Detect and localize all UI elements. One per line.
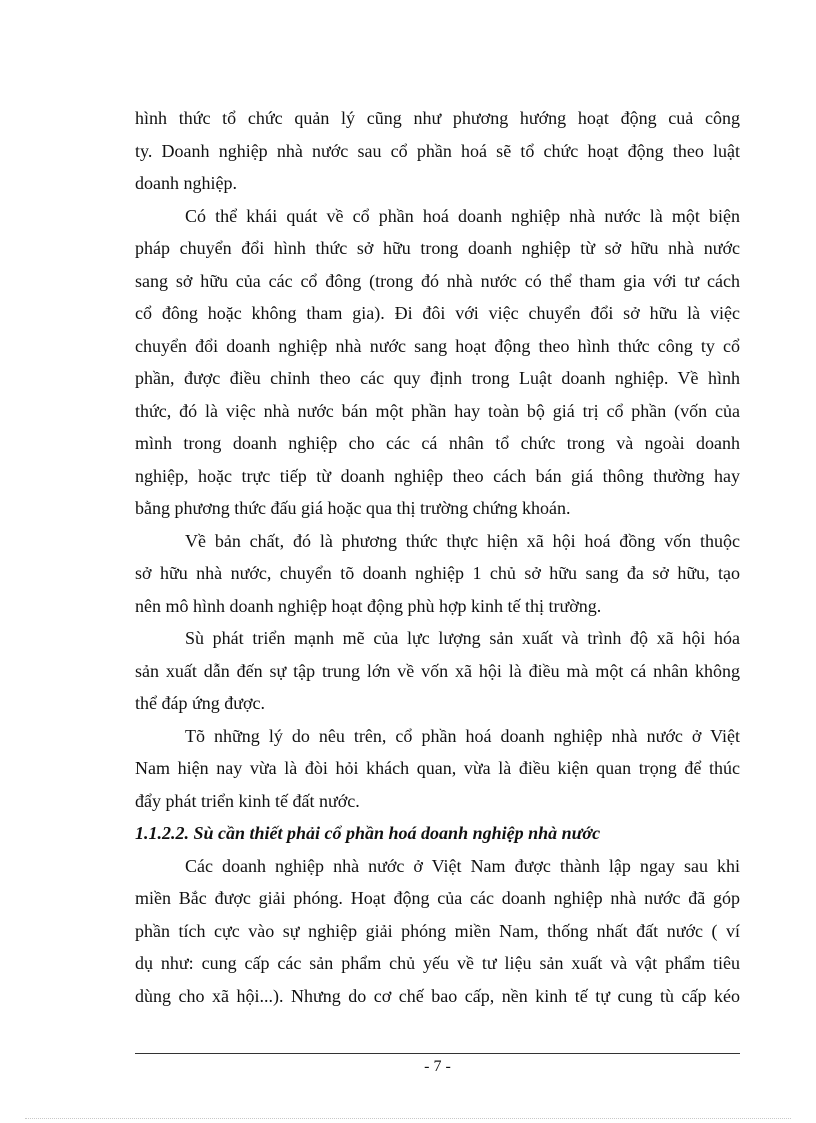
text-line: ty. Doanh nghiệp nhà nước sau cổ phần hoá sẽ tổ chức hoạt động theo luật: [135, 140, 740, 161]
document-body: [135, 102, 740, 1012]
paragraph-conclusion: [135, 720, 740, 818]
text-line: Tõ những lý do nêu trên, cổ phần hoá doanh nghiệp nhà nước ở Việt: [185, 725, 740, 746]
text-line: Có thể khái quát về cổ phần hoá doanh nghiệp nhà nước là một biện: [185, 205, 740, 226]
text-line: Các doanh nghiệp nhà nước ở Việt Nam được thành lập ngay sau khi: [185, 855, 740, 876]
paragraph-nature: [135, 525, 740, 623]
text-line: pháp chuyển đổi hình thức sở hữu trong doanh nghiệp từ sở hữu nhà nước: [135, 238, 740, 258]
text-line: sang sở hữu của các cổ đông (trong đó nhà nước có thể tham gia với tư cách: [135, 270, 740, 291]
text-line: dụ như: cung cấp các sản phẩm chủ yếu về tư liệu sản xuất và vật phẩm tiêu: [135, 953, 740, 973]
paragraph-continuation: [135, 102, 740, 200]
text-line: phần, được điều chỉnh theo các quy định trong Luật doanh nghiệp. Về hình: [135, 368, 740, 388]
text-line: sở hữu nhà nước, chuyển tõ doanh nghiệp 1 chủ sở hữu sang đa sở hữu, tạo: [135, 563, 740, 583]
text-line: thể đáp ứng được.: [135, 693, 265, 713]
text-line: nên mô hình doanh nghiệp hoạt động phù hợp kinh tế thị trường.: [135, 595, 602, 616]
text-line: cổ đông hoặc không tham gia). Đi đôi với việc chuyển đổi sở hữu là việc: [135, 303, 740, 323]
text-line: bằng phương thức đấu giá hoặc qua thị trường chứng khoán.: [135, 498, 571, 518]
paragraph-development: [135, 622, 740, 720]
text-line: nghiệp, hoặc trực tiếp từ doanh nghiệp theo cách bán giá thông thường hay: [135, 465, 740, 486]
text-line: dùng cho xã hội...). Nhưng do cơ chế bao cấp, nền kinh tế tự cung tù cấp kéo: [135, 985, 740, 1006]
footer-divider: [135, 1053, 740, 1054]
text-line: sản xuất dẫn đến sự tập trung lớn về vốn xã hội là điều mà một cá nhân không: [135, 660, 740, 681]
text-line: thức, đó là việc nhà nước bán một phần hay toàn bộ giá trị cổ phần (vốn của: [135, 400, 740, 421]
text-line: Sù phát triển mạnh mẽ của lực lượng sản xuất và trình độ xã hội hóa: [185, 628, 740, 648]
paragraph-definition: [135, 200, 740, 525]
page-number: - 7 -: [424, 1058, 451, 1075]
paragraph-history: [135, 850, 740, 1013]
text-line: Nam hiện nay vừa là đòi hỏi khách quan, vừa là điều kiện quan trọng để thúc: [135, 758, 740, 778]
text-line: Về bản chất, đó là phương thức thực hiện xã hội hoá đồng vốn thuộc: [185, 530, 740, 551]
text-line: miền Bắc được giải phóng. Hoạt động của các doanh nghiệp nhà nước đã góp: [135, 888, 740, 908]
section-heading: 1.1.2.2. Sù cần thiết phải cổ phần hoá doanh nghiệp nhà nước: [135, 823, 601, 843]
text-line: hình thức tổ chức quản lý cũng như phương hướng hoạt động cuả công: [135, 108, 740, 128]
text-line: phần tích cực vào sự nghiệp giải phóng miền Nam, thống nhất đất nước ( ví: [135, 920, 740, 941]
text-line: doanh nghiệp.: [135, 173, 237, 193]
text-line: mình trong doanh nghiệp cho các cá nhân tổ chức trong và ngoài doanh: [135, 433, 740, 453]
page-bottom-edge: [25, 1118, 791, 1119]
text-line: đẩy phát triển kinh tế đất nước.: [135, 790, 360, 811]
text-line: chuyển đổi doanh nghiệp nhà nước sang hoạt động theo hình thức công ty cổ: [135, 335, 740, 356]
